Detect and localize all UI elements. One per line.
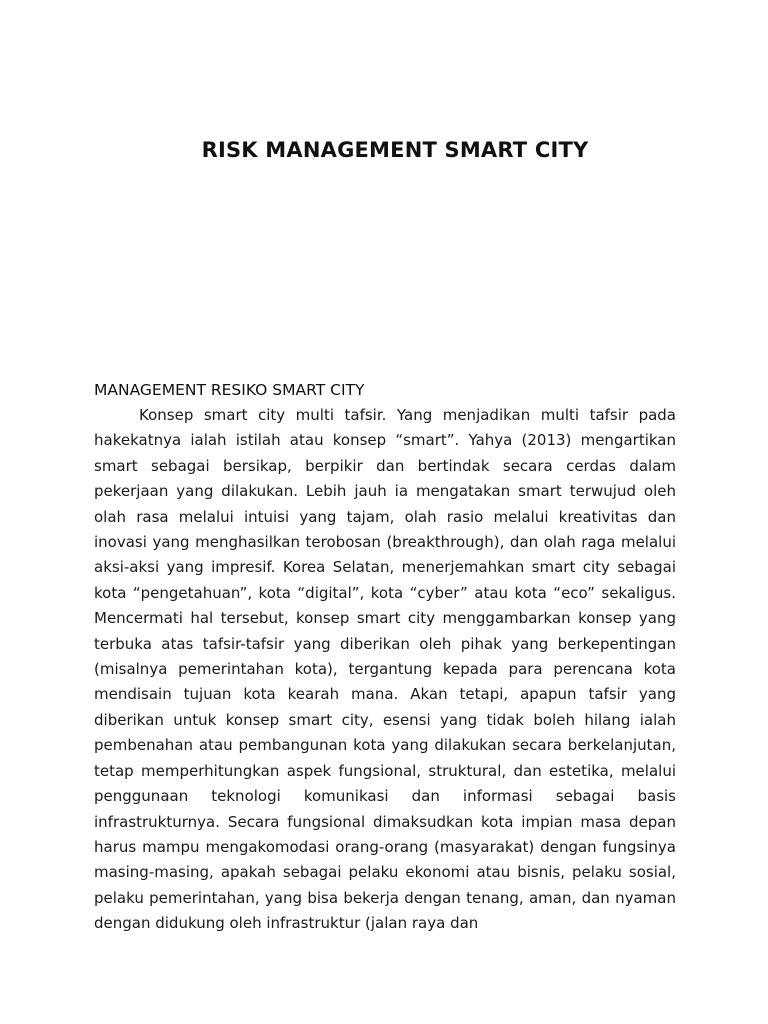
document-title: RISK MANAGEMENT SMART CITY bbox=[201, 138, 589, 162]
body-paragraph: Konsep smart city multi tafsir. Yang menjadikan multi tafsir pada hakekatnya ialah istilah atau konsep “smart”. Yahya (2013) mengartikan smart sebagai bersikap, berpikir dan bertindak secara cerdas dalam pekerjaan yang dilakukan. Lebih jauh ia mengatakan smart terwujud oleh olah rasa melalui intuisi yang tajam, olah rasio melalui kreativitas dan inovasi yang menghasilkan terobosan (breakthrough), dan olah raga melalui aksi-aksi yang impresif. Korea Selatan, menerjemahkan smart city sebagai kota “pengetahuan”, kota “digital”, kota “cyber” atau kota “eco” sekaligus. Mencermati hal tersebut, konsep smart city menggambarkan konsep yang terbuka atas tafsir-tafsir yang diberikan oleh pihak yang berkepentingan (misalnya pemerintahan kota), tergantung kepada para perencana kota mendisain tujuan kota kearah mana. Akan tetapi, apapun tafsir yang diberikan untuk konsep smart city, esensi yang tidak boleh hilang ialah pembenahan atau pembangunan kota yang dilakukan secara berkelanjutan, tetap memperhitungkan aspek fungsional, struktural, dan estetika, melalui penggunaan teknologi komunikasi dan informasi sebagai basis infrastrukturnya. Secara fungsional dimaksudkan kota impian masa depan harus mampu mengakomodasi orang-orang (masyarakat) dengan fungsinya masing-masing, apakah sebagai pelaku ekonomi atau bisnis, pelaku sosial, pelaku pemerintahan, yang bisa bekerja dengan tenang, aman, dan nyaman dengan didukung oleh infrastruktur (jalan raya dan bbox=[94, 406, 676, 933]
section-heading: MANAGEMENT RESIKO SMART CITY bbox=[94, 381, 365, 399]
